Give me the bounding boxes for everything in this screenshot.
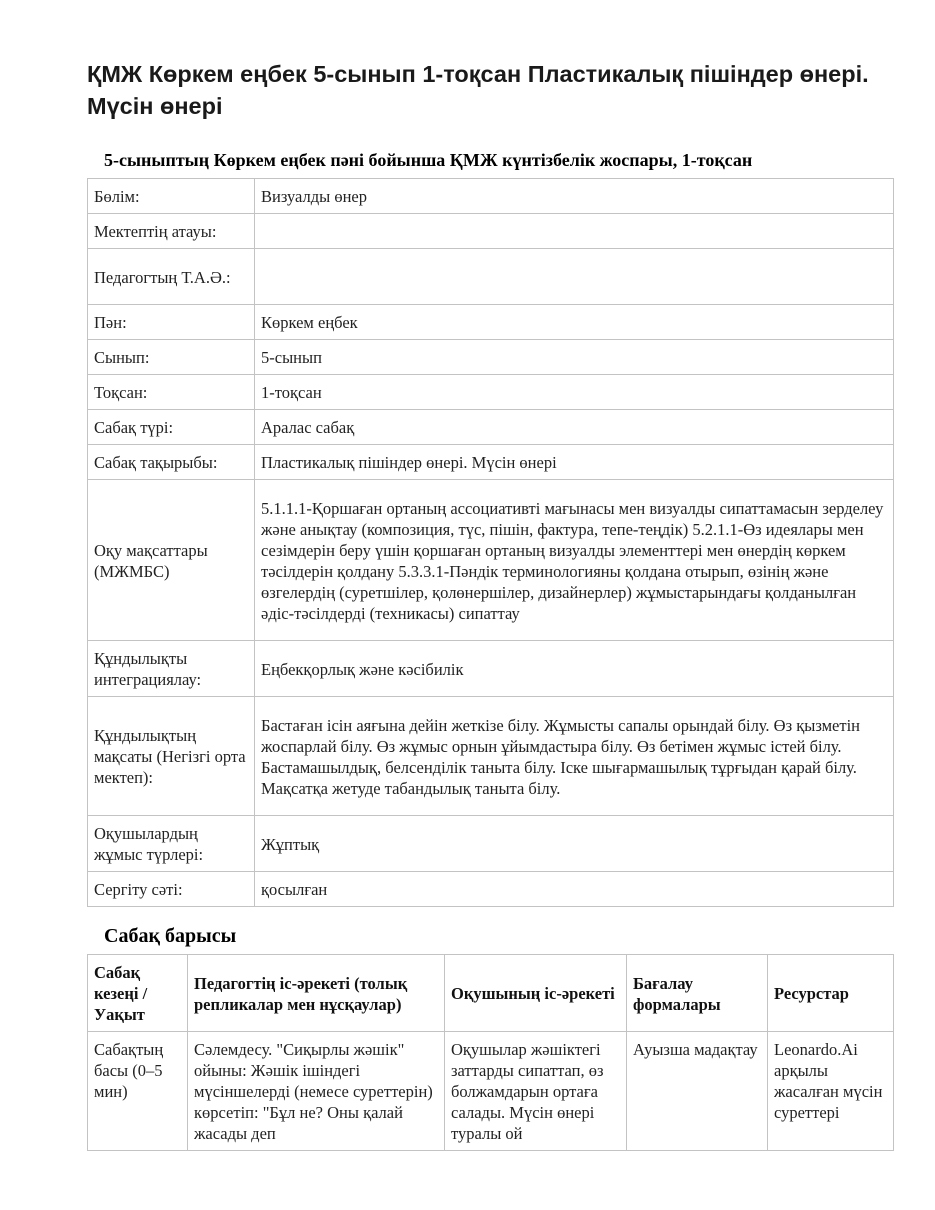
table-row [88,480,894,641]
column-header-stage: Сабақ кезеңі / Уақыт [88,955,188,1032]
teacher-cell [188,1032,445,1151]
table-row [88,816,894,872]
row-value: 1-тоқсан [255,375,894,410]
row-label: Мектептің атауы: [88,214,255,249]
resources-text: Leonardo.Ai арқылы жасалған мүсін суреттері [774,1040,883,1122]
teacher-text: Сәлемдесу. "Сиқырлы жәшік" ойыны: Жәшік ішіндегі мүсіншелерді (немесе суреттерін) көрсетіп: "Бұл не? Оны қалай жасады деп [194,1040,433,1143]
row-value: Пластикалық пішіндер өнері. Мүсін өнері [255,445,894,480]
info-table-caption: 5-сыныптың Көркем еңбек пәні бойынша ҚМЖ күнтізбелік жоспары, 1-тоқсан [104,150,753,170]
lesson-flow-table [87,954,894,1151]
stage-cell [88,1032,188,1151]
row-label: Құндылықты интеграциялау: [88,641,255,697]
row-value: Еңбекқорлық және кәсібилік [255,641,894,697]
table-header-row [88,955,894,1032]
student-text: Оқушылар жәшіктегі заттарды сипаттап, өз болжамдарын ортаға салады. Мүсін өнері туралы ой [451,1040,604,1143]
row-label: Сынып: [88,340,255,375]
table-row [88,445,894,480]
resources-cell [768,1032,894,1151]
table-row [88,249,894,305]
lesson-info-table [87,178,894,907]
table-row [88,375,894,410]
assessment-cell [627,1032,768,1151]
table-row [88,179,894,214]
row-label: Сергіту сәті: [88,872,255,907]
row-label: Пән: [88,305,255,340]
row-label: Сабақ тақырыбы: [88,445,255,480]
row-label: Тоқсан: [88,375,255,410]
table-row [88,872,894,907]
document-title: ҚМЖ Көркем еңбек 5-сынып 1-тоқсан Пластикалық пішіндер өнері. Мүсін өнері [87,61,869,119]
table-row [88,340,894,375]
row-value: Көркем еңбек [255,305,894,340]
row-value: 5-сынып [255,340,894,375]
lesson-flow-heading: Сабақ барысы [104,925,237,947]
row-value [255,214,894,249]
column-header-teacher: Педагогтің іс-әрекеті (толық репликалар мен нұсқаулар) [188,955,445,1032]
table-row [88,1032,894,1151]
column-header-student: Оқушының іс-әрекеті [445,955,627,1032]
row-value: 5.1.1.1-Қоршаған ортаның ассоциативті мағынасы мен визуалды сипаттамасын зерделеу және анықтау (композиция, түс, пішін, фактура, тепе-теңдік) 5.2.1.1-Өз идеялары мен сезімдерін беру үшін қоршаған ортаның визуалды элементтері мен өнердің көркем тәсілдерін қолдану 5.3.3.1-Пәндік терминологияны қолдана отырып, өзінің және өзгелердің (суретшілер, қолөнершілер, дизайнерлер) жұмыстарындағы қолданылған әдіс-тәсілдерді (техникасы) сипаттау [255,480,894,641]
row-value [255,249,894,305]
row-value: қосылған [255,872,894,907]
row-label: Оқу мақсаттары (МЖМБС) [88,480,255,641]
row-value: Бастаған ісін аяғына дейін жеткізе білу. Жұмысты сапалы орындай білу. Өз қызметін жоспарлай білу. Өз жұмыс орнын ұйымдастыра білу. Өз бетімен жұмыс істей білу. Бастамашылдық, белсенділік таныта білу. Іске шығармашылық тұрғыдан қарай білу. Мақсатқа жетуде табандылық таныта білу. [255,697,894,816]
row-value: Жұптық [255,816,894,872]
row-label: Бөлім: [88,179,255,214]
table-row [88,305,894,340]
column-header-resources: Ресурстар [768,955,894,1032]
row-value: Аралас сабақ [255,410,894,445]
stage-text: Сабақтың басы (0–5 мин) [94,1040,164,1101]
table-row [88,214,894,249]
document-page [87,0,893,1151]
table-row [88,641,894,697]
table-row [88,410,894,445]
table-row [88,697,894,816]
row-value: Визуалды өнер [255,179,894,214]
student-cell [445,1032,627,1151]
row-label: Педагогтың Т.А.Ә.: [88,249,255,305]
assessment-text: Ауызша мадақтау [633,1040,758,1059]
column-header-assessment: Бағалау формалары [627,955,768,1032]
row-label: Оқушылардың жұмыс түрлері: [88,816,255,872]
row-label: Құндылықтың мақсаты (Негізгі орта мектеп): [88,697,255,816]
row-label: Сабақ түрі: [88,410,255,445]
